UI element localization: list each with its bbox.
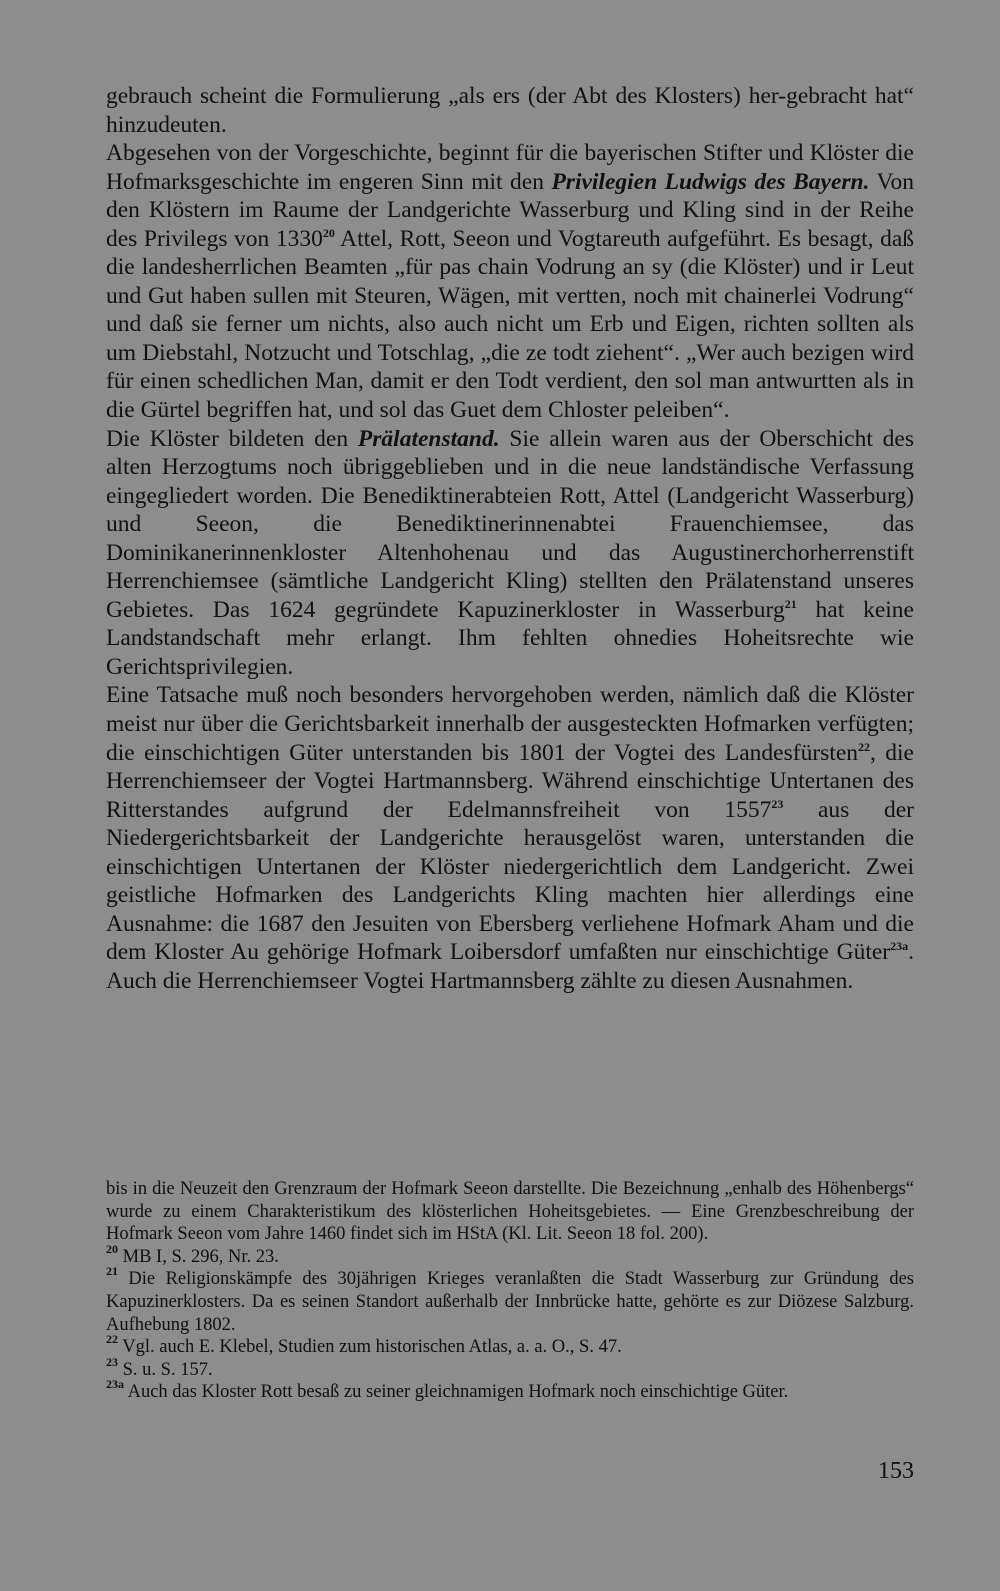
text-run: aus der Niedergerichtsbarkeit der Landgerichte herausgelöst waren, unterstanden die einschichtigen Untertanen der Klöster niedergerichtlich dem Landgericht. Zwei geistliche Hofmarken des Landgerichts Kling machten hier allerdings eine Ausnahme: die 1687 den Jesuiten von Ebersberg verliehene Hofmark Aham und die dem Kloster Au gehörige Hofmark Loibersdorf umfaßten nur einschichtige Güter [106,796,914,966]
emphasis: Prälatenstand. [357,425,500,452]
footnote-ref: 23 [771,796,784,811]
text-run: , die Herrenchiemseer der Vogtei Hartmannsberg. Während einschichtige Untertanen des Ritterstandes aufgrund der Edelmannsfreiheit von 1557 [106,739,914,823]
text-run: Attel, Rott, Seeon und Vogtareuth aufgeführt. Es besagt, daß die landesherrlichen Beamten „für pas chain Vodrung an sy (die Klöster) und ir Leut und Gut haben sullen mit Steuren, Wägen, mit vertten, noch mit chainerlei Vodrung“ und daß sie ferner um nichts, also auch nicht um Erb und Eigen, richten sollten als um Diebstahl, Notzucht und Totschlag, „die ze todt ziehent“. „Wer auch bezigen wird für einen schedlichen Man, damit er den Todt verdient, den sol man antwurtten als in die Gürtel begriffen hat, und sol das Guet dem Chloster peleiben“. [106,225,915,424]
text-run: hat keine Landstandschaft mehr erlangt. Ihm fehlten ohnedies Hoheitsrechte wie Gerichtsprivilegien. [106,596,914,680]
text-run: Eine Tatsache muß noch besonders hervorgehoben werden, nämlich daß die Klöster meist nur über die Gerichtsbarkeit innerhalb der ausgesteckten Hofmarken verfügten; die einschichtigen Güter unterstanden bis 1801 der Vogtei des Landesfürsten [106,682,914,766]
footnote-text: Auch das Kloster Rott besaß zu seiner gleichnamigen Hofmark noch einschichtige Güter. [124,1382,789,1403]
footnote [106,1354,914,1382]
footnote-number: 21 [106,1264,118,1279]
footnote-text: bis in die Neuzeit den Grenzraum der Hofmark Seeon darstellte. Die Bezeichnung „enhalb des Höhenbergs“ wurde zu einem Charakteristikum des klösterlichen Hoheitsgebietes. — Eine Grenzbeschreibung der Hofmark Seeon vom Jahre 1460 findet sich im HStA (Kl. Lit. Seeon 18 fol. 200). [106,1179,914,1245]
footnote-ref: 20 [322,225,335,240]
paragraph [106,425,914,682]
text-run: Von den Klöstern im Raume der Landgerichte Wasserburg und Kling sind in der Reihe des Privilegs von 1330 [106,168,914,252]
text-run: Abgesehen von der Vorgeschichte, beginnt für die bayerischen Stifter und Klöster die Hofmarksgeschichte im engeren Sinn mit den [106,140,914,195]
paragraph [106,82,914,139]
footnote-ref: 22 [858,739,870,754]
text-run: . Auch die Herrenchiemseer Vogtei Hartmannsberg zählte zu diesen Ausnahmen. [106,939,914,994]
paragraph [106,681,914,995]
footnote-number: 20 [106,1241,118,1256]
emphasis: Privilegien Ludwigs des Bayern. [551,168,870,195]
footnote-text: Vgl. auch E. Klebel, Studien zum historischen Atlas, a. a. O., S. 47. [118,1337,622,1358]
footnote-ref: 23a [890,939,909,954]
footnote-text: MB I, S. 296, Nr. 23. [118,1246,279,1267]
footnote [106,1264,914,1336]
footnote [106,1178,914,1246]
main-text [106,82,914,996]
footnote [106,1332,914,1359]
footnote [106,1377,914,1404]
footnotes [106,1178,914,1404]
footnote [106,1241,914,1269]
text-run: gebrauch scheint die Formulierung „als ers (der Abt des Klosters) her-gebracht hat“ hinzudeuten. [106,83,914,138]
footnote-text: S. u. S. 157. [118,1359,213,1380]
text-run: Die Klöster bildeten den [106,425,358,452]
footnote-number: 23a [106,1377,124,1392]
footnote-text: Die Religionskämpfe des 30jährigen Krieges veranlaßten die Stadt Wasserburg zur Gründung des Kapuzinerklosters. Da es seinen Standort außerhalb der Innbrücke hatte, gehörte es zur Diözese Salzburg. Aufhebung 1802. [106,1269,914,1335]
footnote-number: 22 [106,1332,118,1347]
text-run: Sie allein waren aus der Oberschicht des alten Herzogtums noch übriggeblieben und in die neue landständische Verfassung eingegliedert worden. Die Benediktinerabteien Rott, Attel (Landgericht Wasserburg) und Seeon, die Benediktinerinnenabtei Frauenchiemsee, das Dominikanerinnenkloster Altenhohenau und das Augustinerchorherrenstift Herrenchiemsee (sämtliche Landgericht Kling) stellten den Prälatenstand unseres Gebietes. Das 1624 gegründete Kapuzinerkloster in Wasserburg [106,425,914,623]
paragraph [106,139,914,424]
footnote-ref: 21 [784,596,797,611]
footnote-number: 23 [106,1354,118,1369]
page-number: 153 [878,1458,914,1484]
